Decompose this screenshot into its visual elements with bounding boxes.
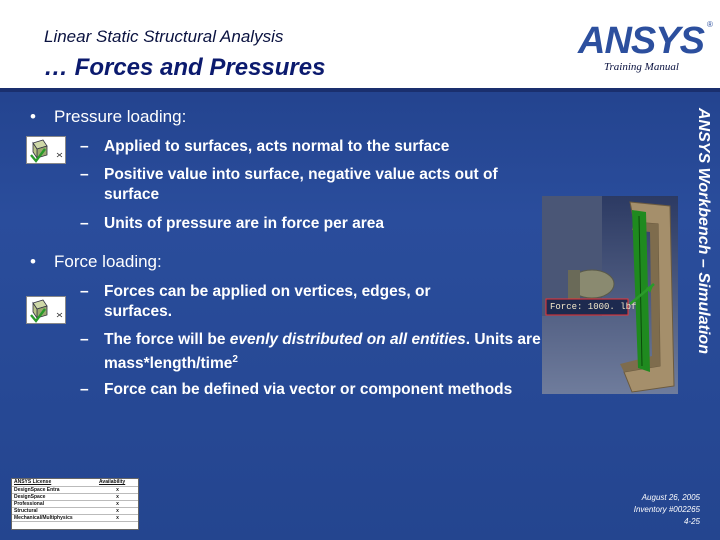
license-name: Professional bbox=[12, 500, 97, 507]
pressure-heading-text: Pressure loading: bbox=[54, 107, 187, 126]
footer-inventory: Inventory #002265 bbox=[633, 505, 700, 514]
slide-footer bbox=[560, 492, 700, 528]
sub-dash: – bbox=[80, 283, 89, 300]
license-mark: x bbox=[97, 500, 138, 507]
force-item-2-pre: The force will be bbox=[104, 331, 230, 348]
force-callout-label: Force: 1000. lbf bbox=[550, 302, 637, 312]
table-row bbox=[12, 493, 138, 500]
force-item-text: Forces can be applied on vertices, edges, or surfaces. bbox=[104, 283, 431, 320]
license-mark: x bbox=[97, 486, 138, 493]
pressure-item-text: Positive value into surface, negative value acts out of surface bbox=[104, 166, 498, 203]
slide-title: … Forces and Pressures bbox=[44, 54, 326, 81]
sub-dash: – bbox=[80, 138, 89, 155]
table-row bbox=[12, 486, 138, 493]
pressure-item-text: Units of pressure are in force per area bbox=[104, 215, 384, 232]
force-item-text: Force can be defined via vector or component methods bbox=[104, 381, 513, 398]
table-header-license: ANSYS License bbox=[12, 479, 97, 486]
ansys-logo: ANSYS bbox=[578, 20, 704, 62]
license-name: DesignSpace bbox=[12, 493, 97, 500]
force-item-2-emphasis: evenly distributed on all entities bbox=[229, 331, 466, 348]
sub-dash: – bbox=[80, 331, 89, 348]
slide-kicker: Linear Static Structural Analysis bbox=[44, 27, 284, 46]
license-mark: x bbox=[97, 514, 138, 521]
force-icon bbox=[26, 296, 66, 324]
table-row bbox=[12, 500, 138, 507]
license-mark: x bbox=[97, 507, 138, 514]
license-name: DesignSpace Entra bbox=[12, 486, 97, 493]
sub-dash: – bbox=[80, 381, 89, 398]
training-manual-label: Training Manual bbox=[604, 61, 679, 73]
logo-registered-mark: ® bbox=[707, 20, 713, 29]
side-title bbox=[682, 108, 716, 428]
table-header-availability: Availability bbox=[97, 479, 138, 486]
sub-dash: – bbox=[80, 166, 89, 183]
table-row bbox=[12, 507, 138, 514]
table-header-row bbox=[12, 479, 138, 486]
bullet-dot: • bbox=[30, 252, 36, 271]
pressure-item-text: Applied to surfaces, acts normal to the surface bbox=[104, 138, 450, 155]
side-title-text: ANSYS Workbench – Simulation bbox=[695, 108, 712, 354]
footer-page-number: 4-25 bbox=[683, 517, 700, 526]
bullet-dot: • bbox=[30, 107, 36, 126]
force-item-2-post: . Units are mass*length/time bbox=[104, 331, 541, 373]
footer-date: August 26, 2005 bbox=[641, 493, 700, 502]
license-mark: x bbox=[97, 493, 138, 500]
model-screenshot bbox=[542, 196, 678, 394]
license-name: Structural bbox=[12, 507, 97, 514]
license-availability-table bbox=[11, 478, 139, 530]
force-heading-text: Force loading: bbox=[54, 252, 162, 271]
force-item-text bbox=[104, 330, 544, 374]
license-name: Mechanical/Multiphysics bbox=[12, 514, 97, 521]
pressure-icon bbox=[26, 136, 66, 164]
sub-dash: – bbox=[80, 215, 89, 232]
force-item-2-superscript: 2 bbox=[232, 354, 238, 365]
header-divider bbox=[0, 88, 720, 92]
table-row bbox=[12, 514, 138, 521]
